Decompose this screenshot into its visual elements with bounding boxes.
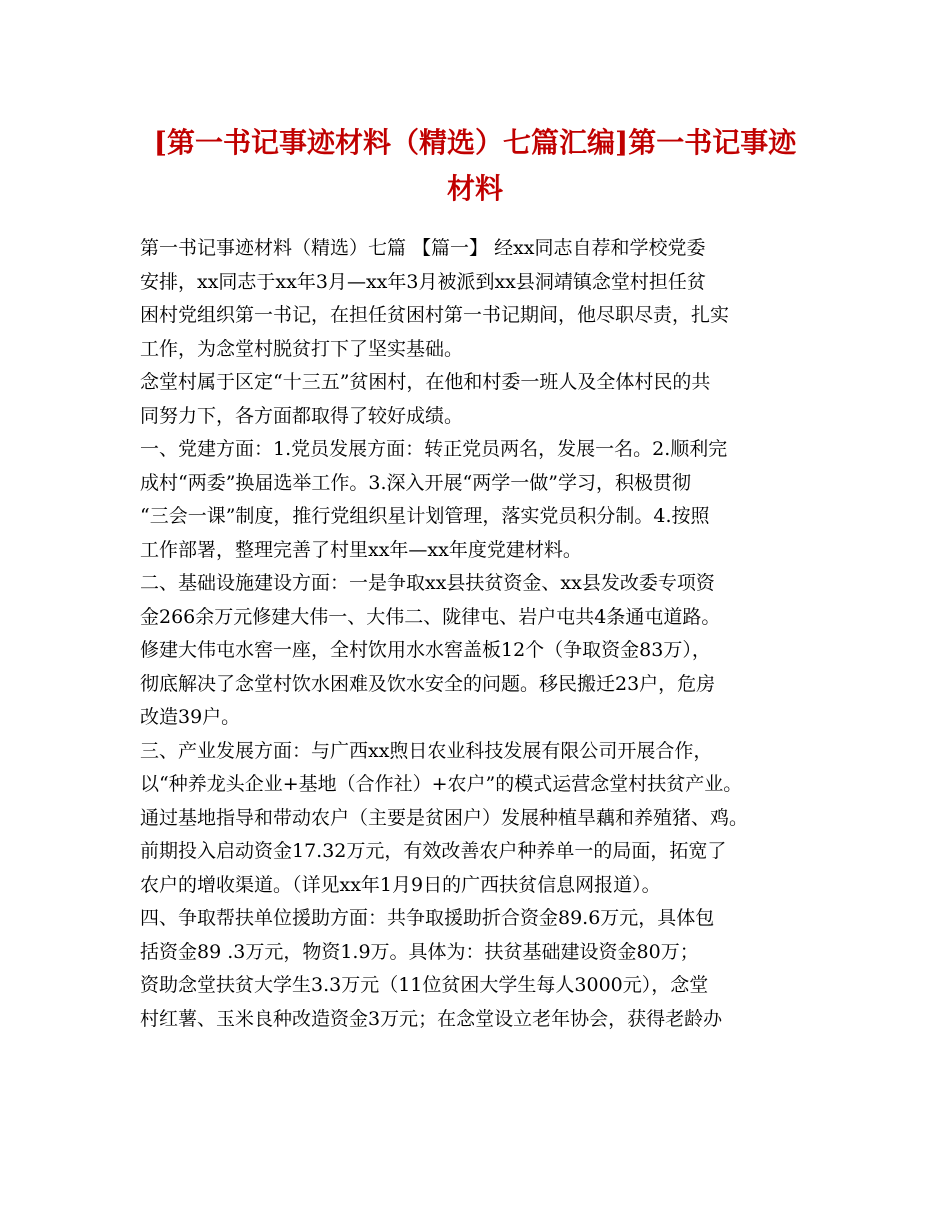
body-line: 括资金89 .3万元，物资1.9万。具体为：扶贫基础建设资金80万； [140, 940, 699, 963]
body-line: 以“种养龙头企业+基地（合作社）+农户”的模式运营念堂村扶贫产业。 [140, 773, 743, 795]
title-line: 材料 [446, 172, 503, 205]
body-line: 三、产业发展方面：与广西xx煦日农业科技发展有限公司开展合作， [140, 739, 713, 762]
title-line: [第一书记事迹材料（精选）七篇汇编]第一书记事迹 [153, 126, 797, 159]
body-line: 四、争取帮扶单位援助方面：共争取援助折合资金89.6万元，具体包 [140, 907, 715, 929]
body-line: “三会一课”制度，推行党组织星计划管理，落实党员积分制。4.按照 [140, 505, 710, 527]
body-line: 成村“两委”换届选举工作。3.深入开展“两学一做”学习，积极贯彻 [140, 471, 691, 494]
body-line: 改造39户。 [140, 706, 241, 728]
body-line: 通过基地指导和带动农户（主要是贫困户）发展种植旱藕和养殖猪、鸡。 [140, 806, 749, 829]
document-title [120, 120, 830, 212]
body-line: 金266余万元修建大伟一、大伟二、陇律屯、岩户屯共4条通屯道路。 [140, 605, 721, 628]
body-line: 资助念堂扶贫大学生3.3万元（11位贫困大学生每人3000元），念堂 [140, 974, 709, 996]
body-line: 修建大伟屯水窖一座，全村饮用水水窖盖板12个（争取资金83万）， [140, 639, 711, 661]
body-line: 念堂村属于区定“十三五”贫困村，在他和村委一班人及全体村民的共 [140, 371, 711, 393]
document-body [140, 232, 830, 1036]
body-line: 一、党建方面：1.党员发展方面：转正党员两名，发展一名。2.顺利完 [140, 438, 728, 460]
body-line: 同努力下，各方面都取得了较好成绩。 [140, 404, 464, 427]
body-line: 第一书记事迹材料（精选）七篇 【篇一】 经xx同志自荐和学校党委 [140, 237, 706, 259]
body-line: 彻底解决了念堂村饮水困难及饮水安全的问题。移民搬迁23户，危房 [140, 672, 716, 695]
body-line: 二、基础设施建设方面：一是争取xx县扶贫资金、xx县发改委专项资 [140, 572, 715, 594]
body-line: 前期投入启动资金17.32万元，有效改善农户种养单一的局面，拓宽了 [140, 840, 727, 862]
body-line: 村红薯、玉米良种改造资金3万元；在念堂设立老年协会，获得老龄办 [140, 1007, 723, 1030]
body-line: 农户的增收渠道。（详见xx年1月9日的广西扶贫信息网报道）。 [140, 873, 661, 896]
body-line: 安排，xx同志于xx年3月—xx年3月被派到xx县洞靖镇念堂村担任贫 [140, 270, 706, 293]
body-line: 工作部署，整理完善了村里xx年—xx年度党建材料。 [140, 538, 582, 561]
body-line: 困村党组织第一书记，在担任贫困村第一书记期间，他尽职尽责，扎实 [140, 304, 730, 326]
body-line: 工作，为念堂村脱贫打下了坚实基础。 [140, 337, 464, 360]
